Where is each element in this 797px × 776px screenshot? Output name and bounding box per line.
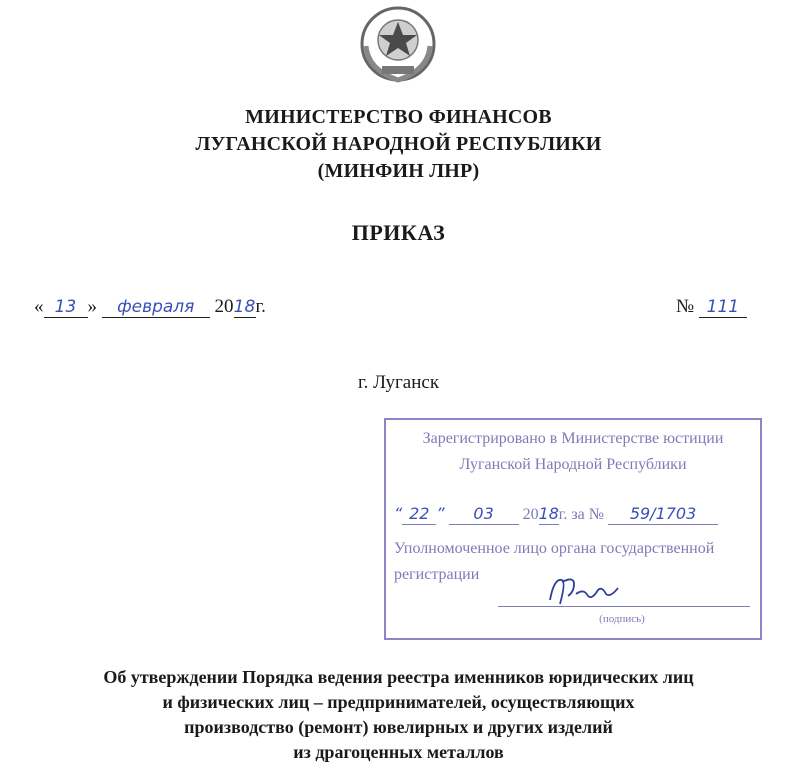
signature-caption: (подпись) <box>599 613 645 625</box>
date-year-prefix: 20 <box>214 296 234 317</box>
title-line-2: и физических лиц – предпринимателей, осуществляющих <box>162 692 635 712</box>
handwritten-signature <box>544 570 624 610</box>
coat-of-arms-emblem <box>358 4 438 84</box>
title-line-3: производство (ремонт) ювелирных и других изделий <box>184 717 613 737</box>
registration-stamp <box>384 418 762 640</box>
date-month: февраля <box>102 297 210 318</box>
stamp-authority-line-2: регистрации <box>394 566 480 583</box>
date-day: 13 <box>44 297 88 318</box>
stamp-month: 03 <box>449 504 519 525</box>
date-close-quote: » <box>87 296 97 317</box>
title-line-4: из драгоценных металлов <box>293 742 504 762</box>
stamp-registration-line <box>394 504 718 525</box>
number-value: 111 <box>699 297 747 318</box>
stamp-line-2: Луганской Народной Республики <box>459 456 687 473</box>
stamp-day: 22 <box>402 504 436 525</box>
order-date <box>34 296 266 318</box>
document-type: ПРИКАЗ <box>351 220 446 245</box>
document-title <box>0 665 797 765</box>
signature-line <box>498 606 750 607</box>
stamp-year-unit: г. за № <box>558 506 605 523</box>
stamp-close-quote: ” <box>436 504 445 523</box>
number-label: № <box>676 296 695 317</box>
city: г. Луганск <box>357 372 440 393</box>
order-number <box>676 296 747 318</box>
ministry-line-2: ЛУГАНСКОЙ НАРОДНОЙ РЕСПУБЛИКИ <box>195 133 602 155</box>
stamp-reg-number: 59/1703 <box>608 504 718 525</box>
date-open-quote: « <box>34 296 44 317</box>
title-line-1: Об утверждении Порядка ведения реестра именников юридических лиц <box>103 667 694 687</box>
ministry-header <box>0 104 797 185</box>
stamp-line-1: Зарегистрировано в Министерстве юстиции <box>422 430 724 447</box>
stamp-year-prefix: 20 <box>522 506 539 523</box>
stamp-year-suffix: 18 <box>538 504 559 523</box>
ministry-line-1: МИНИСТЕРСТВО ФИНАНСОВ <box>245 106 552 128</box>
date-year-unit: г. <box>255 296 266 317</box>
stamp-open-quote: “ <box>394 504 403 523</box>
date-year-suffix: 18 <box>233 297 256 317</box>
ministry-line-3: (МИНФИН ЛНР) <box>317 160 480 182</box>
stamp-authority-line-1: Уполномоченное лицо органа государственной <box>394 540 715 557</box>
